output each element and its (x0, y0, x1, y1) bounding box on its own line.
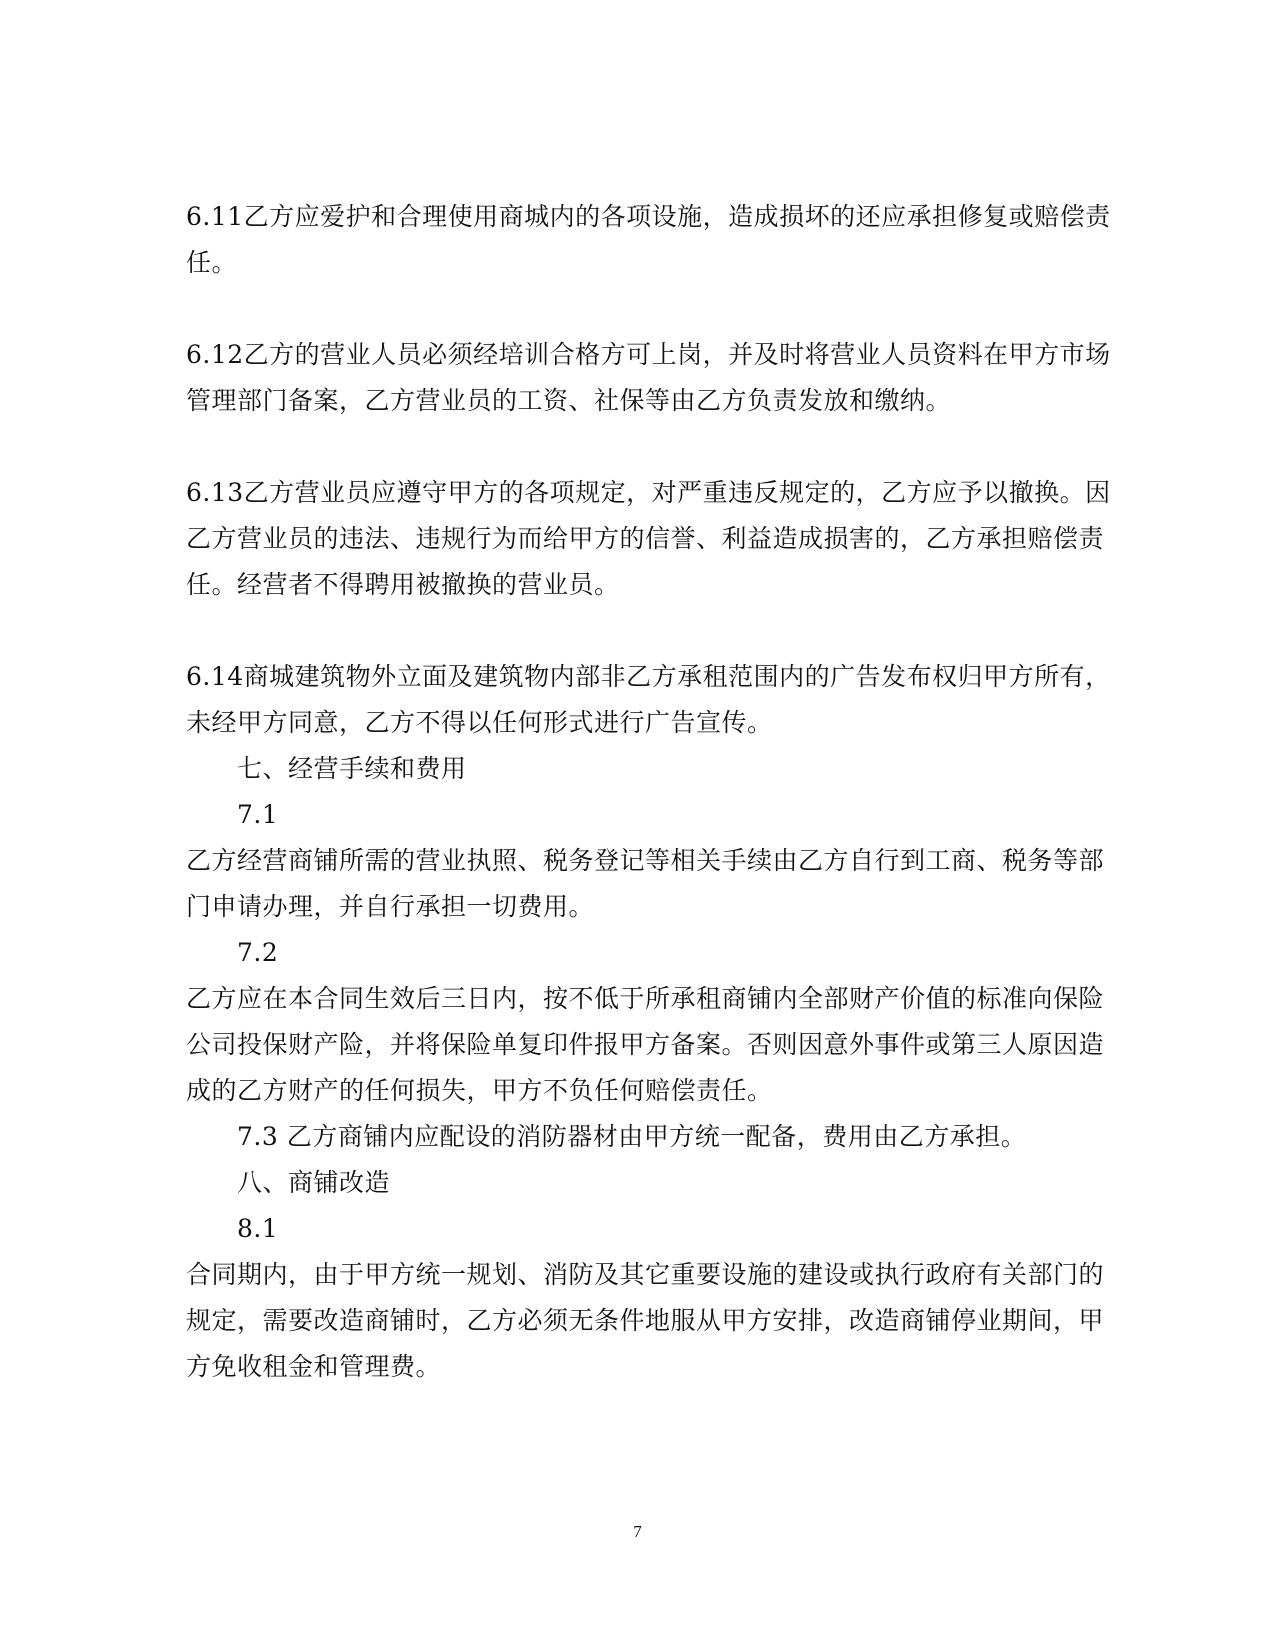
clause-8-1-line-3: 方免收租金和管理费。 (186, 1352, 442, 1381)
clause-6-11-line-1: 6.11乙方应爱护和合理使用商城内的各项设施，造成损坏的还应承担修复或赔偿责 (186, 202, 1111, 231)
clause-7-1-number: 7.1 (237, 800, 279, 829)
clause-6-14-line-2: 未经甲方同意，乙方不得以任何形式进行广告宣传。 (186, 708, 773, 737)
clause-7-3: 7.3 乙方商铺内应配设的消防器材由甲方统一配备，费用由乙方承担。 (237, 1122, 1027, 1151)
clause-7-2-number: 7.2 (237, 938, 279, 967)
clause-8-1-line-2: 规定，需要改造商铺时，乙方必须无条件地服从甲方安排，改造商铺停业期间，甲 (186, 1306, 1105, 1335)
clause-6-11-line-2: 任。 (186, 248, 238, 277)
clause-6-14-line-1: 6.14商城建筑物外立面及建筑物内部非乙方承租范围内的广告发布权归甲方所有， (186, 662, 1111, 691)
clause-6-13-line-3: 任。经营者不得聘用被撤换的营业员。 (186, 570, 620, 599)
clause-6-12-line-1: 6.12乙方的营业人员必须经培训合格方可上岗，并及时将营业人员资料在甲方市场 (186, 340, 1111, 369)
clause-8-1-number: 8.1 (237, 1214, 279, 1243)
clause-6-12-line-2: 管理部门备案，乙方营业员的工资、社保等由乙方负责发放和缴纳。 (186, 386, 952, 415)
clause-7-2-line-1: 乙方应在本合同生效后三日内，按不低于所承租商铺内全部财产价值的标准向保险 (186, 984, 1105, 1013)
clause-7-2-line-3: 成的乙方财产的任何损失，甲方不负任何赔偿责任。 (186, 1076, 773, 1105)
section-8-heading: 八、商铺改造 (237, 1168, 391, 1197)
clause-7-2-line-2: 公司投保财产险，并将保险单复印件报甲方备案。否则因意外事件或第三人原因造 (186, 1030, 1105, 1059)
clause-6-13-line-2: 乙方营业员的违法、违规行为而给甲方的信誉、利益造成损害的，乙方承担赔偿责 (186, 524, 1105, 553)
section-7-heading: 七、经营手续和费用 (237, 754, 467, 783)
clause-7-1-line-2: 门申请办理，并自行承担一切费用。 (186, 892, 595, 921)
clause-8-1-line-1: 合同期内，由于甲方统一规划、消防及其它重要设施的建设或执行政府有关部门的 (186, 1260, 1105, 1289)
page-number: 7 (633, 1522, 642, 1541)
clause-7-1-line-1: 乙方经营商铺所需的营业执照、税务登记等相关手续由乙方自行到工商、税务等部 (186, 846, 1105, 875)
clause-6-13-line-1: 6.13乙方营业员应遵守甲方的各项规定，对严重违反规定的，乙方应予以撤换。因 (186, 478, 1111, 507)
